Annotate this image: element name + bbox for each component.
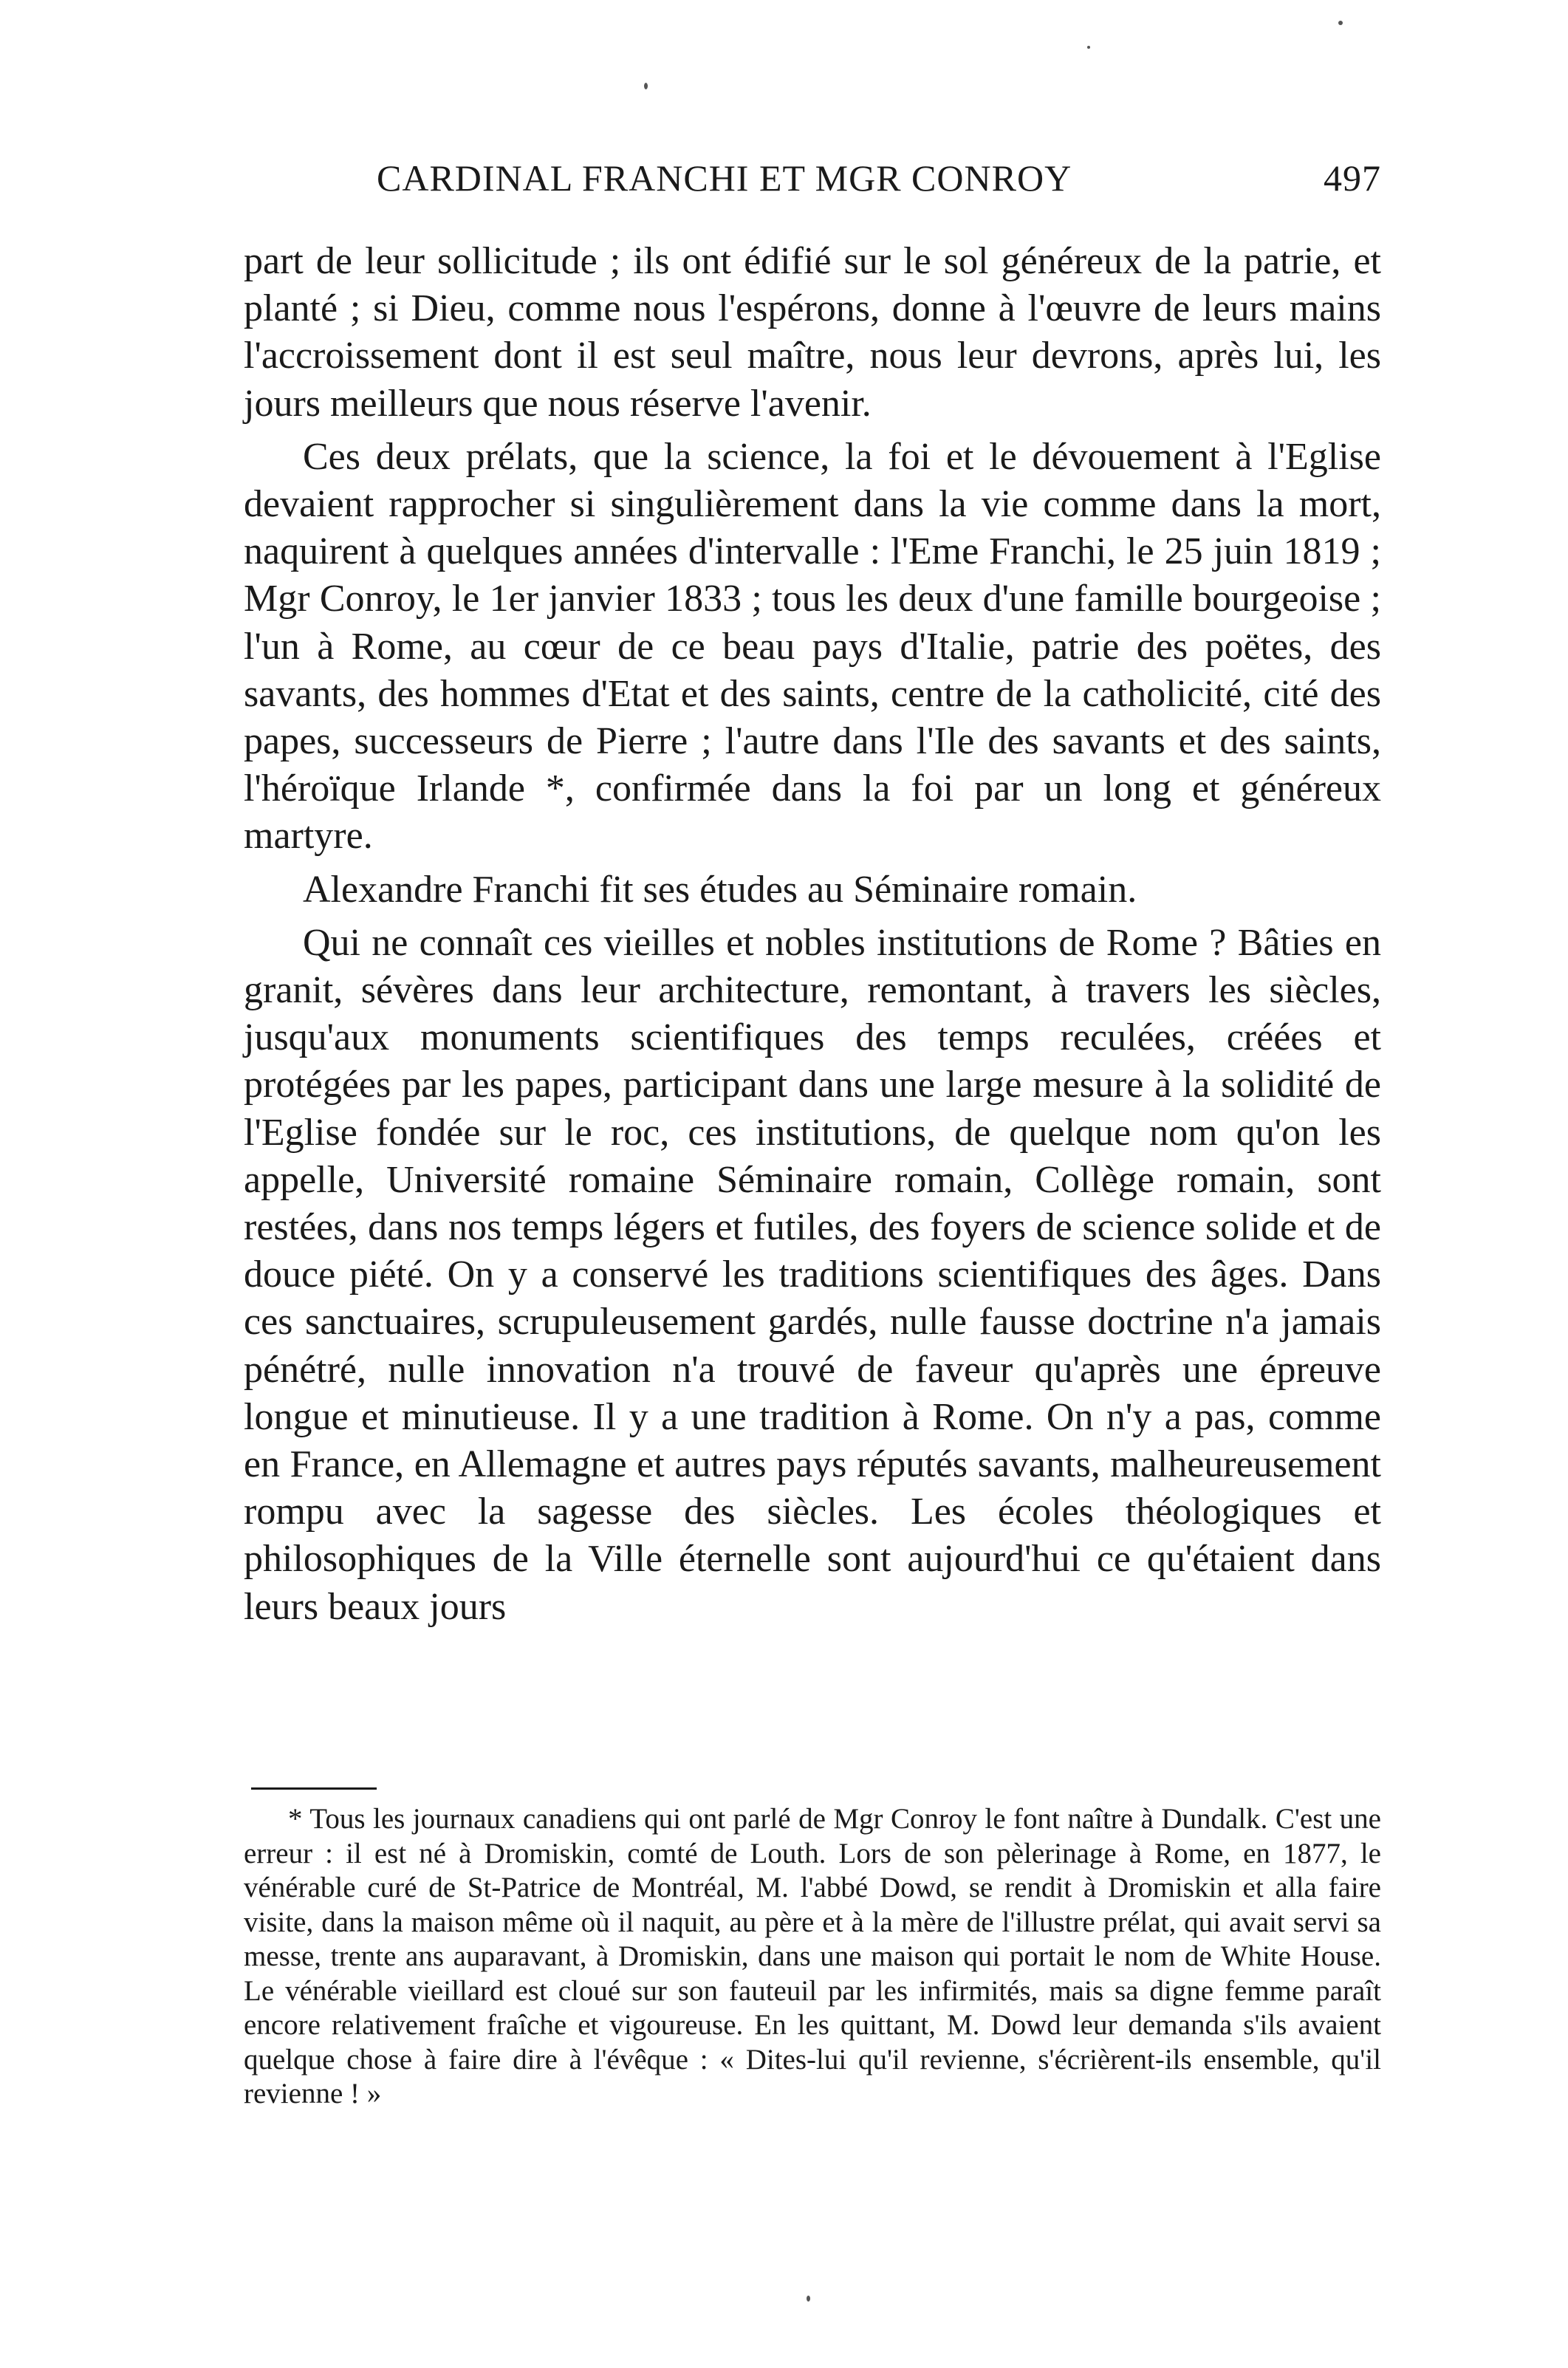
footnote: * Tous les journaux canadiens qui ont parlé de Mgr Conroy le font naître à Dundalk. C'est une erreur : il est né à Dromiskin, comté de Louth. Lors de son pèlerinage à Rome, en 1877, le vénérable curé de St-Patrice de Montréal, M. l'abbé Dowd, se rendit à Dromiskin et alla faire visite, dans la maison même où il naquit, au père et à la mère de l'illustre prélat, qui avait servi sa messe, trente ans auparavant, à Dromiskin, dans une maison qui portait le nom de White House. Le vénérable vieillard est cloué sur son fauteuil par les infirmités, mais sa digne femme paraît encore relativement fraîche et vigoureuse. En les quittant, M. Dowd leur demanda s'ils avaient quelque chose à faire dire à l'évêque : « Dites-lui qu'il revienne, s'écrièrent-ils ensemble, qu'il revienne ! »: [244, 1803, 1381, 2109]
scan-speck: [1338, 21, 1343, 25]
running-title: CARDINAL FRANCHI ET MGR CONROY: [377, 157, 1072, 199]
page-number: 497: [1324, 157, 1381, 199]
scan-speck: [1087, 46, 1090, 49]
running-header: [244, 157, 1381, 201]
footnote-separator: [251, 1787, 377, 1790]
paragraph: Qui ne connaît ces vieilles et nobles institutions de Rome ? Bâties en granit, sévères dans leur architecture, remontant, à travers les siècles, jusqu'aux monuments scientifiques des temps reculées, créées et protégées par les papes, participant dans une large mesure à la solidité de l'Eglise fondée sur le roc, ces institutions, de quelque nom qu'on les appelle, Université romaine Séminaire romain, Collège romain, sont restées, dans nos temps légers et futiles, des foyers de science solide et de douce piété. On y a conservé les traditions scientifiques des âges. Dans ces sanctuaires, scrupuleusement gardés, nulle fausse doctrine n'a jamais pénétré, nulle innovation n'a trouvé de faveur qu'après une épreuve longue et minutieuse. Il y a une tradition à Rome. On n'y a pas, comme en France, en Allemagne et autres pays réputés savants, malheureusement rompu avec la sagesse des siècles. Les écoles théologiques et philosophiques de la Ville éternelle sont aujourd'hui ce qu'étaient dans leurs beaux jours: [244, 921, 1381, 1628]
scan-speck: [807, 2296, 810, 2302]
paragraph: Ces deux prélats, que la science, la foi et le dévouement à l'Eglise devaient rapprocher si singulièrement dans la vie comme dans la mort, naquirent à quelques années d'intervalle : l'Eme Franchi, le 25 juin 1819 ; Mgr Conroy, le 1er janvier 1833 ; tous les deux d'une famille bourgeoise ; l'un à Rome, au cœur de ce beau pays d'Italie, patrie des poëtes, des savants, des hommes d'Etat et des saints, centre de la catholicité, cité des papes, successeurs de Pierre ; l'autre dans l'Ile des savants et des saints, l'héroïque Irlande *, confirmée dans la foi par un long et généreux martyre.: [244, 435, 1381, 858]
scan-speck: [644, 83, 648, 89]
book-page: [244, 0, 1381, 2368]
main-text: [244, 238, 1381, 1631]
paragraph: part de leur sollicitude ; ils ont édifié sur le sol généreux de la patrie, et planté ; si Dieu, comme nous l'espérons, donne à l'œuvre de leurs mains l'accroissement dont il est seul maître, nous leur devrons, après lui, les jours meilleurs que nous réserve l'avenir.: [244, 240, 1381, 425]
paragraph: Alexandre Franchi fit ses études au Séminaire romain.: [303, 868, 1137, 911]
